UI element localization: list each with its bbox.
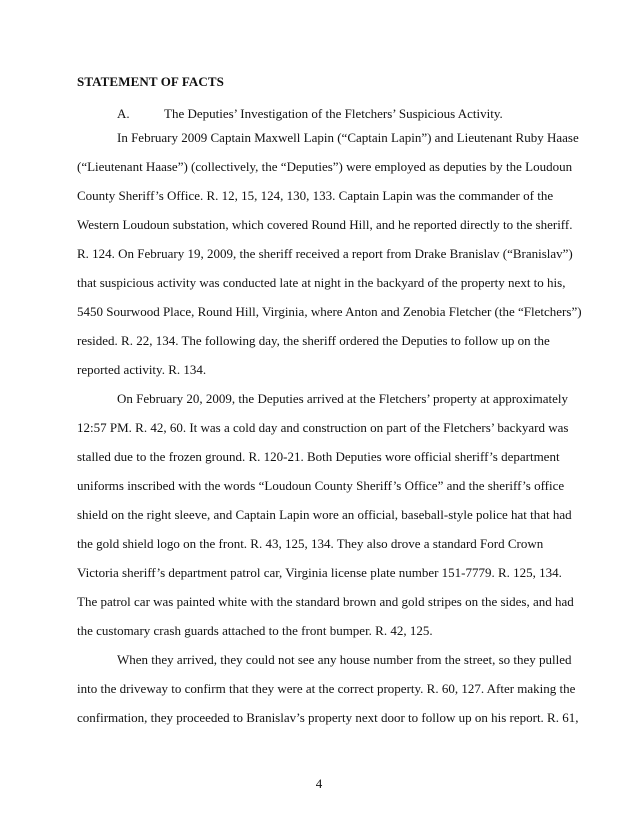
- body-line: shield on the right sleeve, and Captain Lapin wore an official, baseball-style police hat that had: [77, 507, 572, 522]
- body-line: confirmation, they proceeded to Branislav’s property next door to follow up on his report. R. 61,: [77, 710, 579, 725]
- body-line: 12:57 PM. R. 42, 60. It was a cold day and construction on part of the Fletchers’ backyard was: [77, 420, 569, 435]
- body-line: In February 2009 Captain Maxwell Lapin (“Captain Lapin”) and Lieutenant Ruby Haase: [117, 130, 579, 145]
- body-line: Victoria sheriff’s department patrol car, Virginia license plate number 151-7779. R. 125, 134.: [77, 565, 562, 580]
- section-heading: [117, 106, 503, 122]
- section-number: A.: [117, 106, 130, 121]
- body-line: reported activity. R. 134.: [77, 362, 207, 377]
- body-line: R. 124. On February 19, 2009, the sheriff received a report from Drake Branislav (“Branislav”): [77, 246, 573, 261]
- body-line: The patrol car was painted white with the standard brown and gold stripes on the sides, and had: [77, 594, 574, 609]
- body-line: When they arrived, they could not see any house number from the street, so they pulled: [117, 652, 572, 667]
- page-number: 4: [315, 776, 323, 791]
- body-line: resided. R. 22, 134. The following day, the sheriff ordered the Deputies to follow up on the: [77, 333, 550, 348]
- body-line: the customary crash guards attached to the front bumper. R. 42, 125.: [77, 623, 433, 638]
- body-line: 5450 Sourwood Place, Round Hill, Virginia, where Anton and Zenobia Fletcher (the “Fletchers”): [77, 304, 582, 319]
- section-heading-text: The Deputies’ Investigation of the Fletchers’ Suspicious Activity.: [164, 106, 503, 121]
- body-line: On February 20, 2009, the Deputies arrived at the Fletchers’ property at approximately: [117, 391, 569, 406]
- body-line: into the driveway to confirm that they were at the correct property. R. 60, 127. After making the: [77, 681, 576, 696]
- body-line: uniforms inscribed with the words “Loudoun County Sheriff’s Office” and the sheriff’s office: [77, 478, 565, 493]
- body-line: County Sheriff’s Office. R. 12, 15, 124, 130, 133. Captain Lapin was the commander of the: [77, 188, 554, 203]
- body-line: Western Loudoun substation, which covered Round Hill, and he reported directly to the sheriff.: [77, 217, 573, 232]
- body-line: stalled due to the frozen ground. R. 120-21. Both Deputies wore official sheriff’s department: [77, 449, 560, 464]
- body-line: (“Lieutenant Haase”) (collectively, the “Deputies”) were employed as deputies by the Loudoun: [77, 159, 573, 174]
- body-line: that suspicious activity was conducted late at night in the backyard of the property next to his,: [77, 275, 566, 290]
- body-line: the gold shield logo on the front. R. 43, 125, 134. They also drove a standard Ford Crown: [77, 536, 544, 551]
- document-title: STATEMENT OF FACTS: [77, 74, 224, 89]
